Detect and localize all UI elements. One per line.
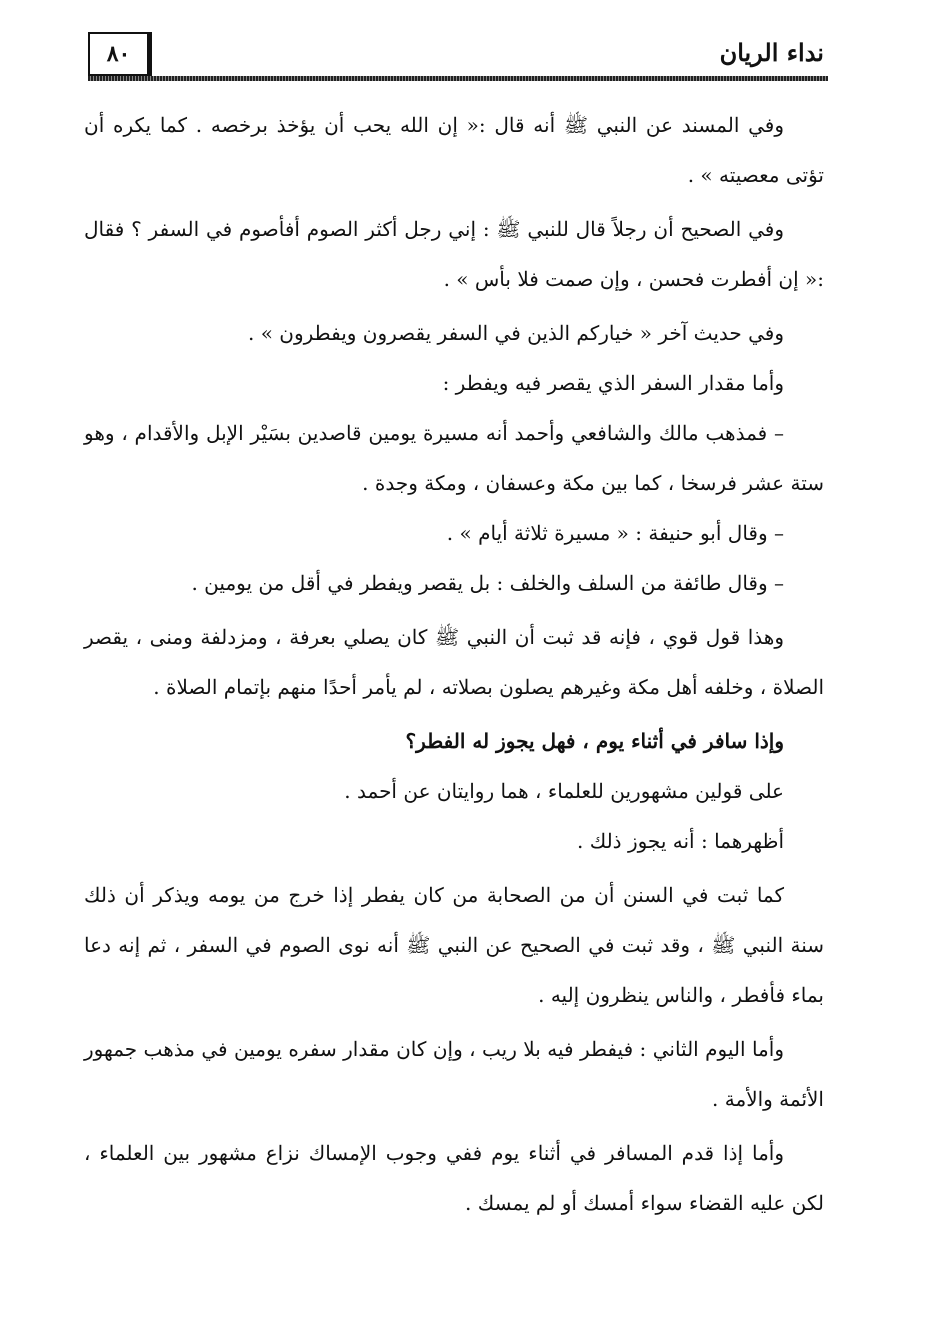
- page-body: [84, 100, 824, 1228]
- paragraph-second-day: وأما اليوم الثاني : فيفطر فيه بلا ريب ، وإن كان مقدار سفره يومين في مذهب جمهور الأئمة والأمة .: [84, 1037, 824, 1111]
- paragraph-strong-opinion: وهذا قول قوي ، فإنه قد ثبت أن النبي ﷺ كان يصلي بعرفة ، ومزدلفة ومنى ، يقصر الصلاة ، وخلفه أهل مكة وغيرهم يصلون بصلاته ، لم يأمر أحدًا منهم بإتمام الصلاة .: [84, 625, 824, 699]
- paragraph-sunan-evidence: كما ثبت في السنن أن من الصحابة من كان يفطر إذا خرج من يومه ويذكر أن ذلك سنة النبي ﷺ ، وقد ثبت في الصحيح عن النبي ﷺ أنه نوى الصوم في السفر ، ثم إنه دعا بماء فأفطر ، والناس ينظرون إليه .: [84, 883, 824, 1007]
- paragraph-fasting-question: وفي الصحيح أن رجلاً قال للنبي ﷺ : إني رجل أكثر الصوم أفأصوم في السفر ؟ فقال :« إن أفطرت فحسن ، وإن صمت فلا بأس » .: [84, 217, 824, 291]
- header-rule: [88, 76, 828, 81]
- paragraph-salaf-view: – وقال طائفة من السلف والخلف : بل يقصر ويفطر في أقل من يومين .: [191, 571, 784, 595]
- paragraph-travel-question: وإذا سافر في أثناء يوم ، فهل يجوز له الفطر؟: [405, 729, 784, 753]
- paragraph-hanafi-view: – وقال أبو حنيفة : « مسيرة ثلاثة أيام » .: [446, 521, 784, 545]
- paragraph-musnad-hadith: وفي المسند عن النبي ﷺ أنه قال :« إن الله يحب أن يؤخذ برخصه . كما يكره أن تؤتى معصيته » .: [84, 113, 824, 187]
- page-number: ٨٠: [88, 32, 152, 76]
- paragraph-arrival: وأما إذا قدم المسافر في أثناء يوم ففي وجوب الإمساك نزاع مشهور بين العلماء ، لكن عليه القضاء سواء أمسك أو لم يمسك .: [84, 1141, 824, 1215]
- paragraph-distance-heading: وأما مقدار السفر الذي يقصر فيه ويفطر :: [442, 371, 784, 395]
- paragraph-two-opinions: على قولين مشهورين للعلماء ، هما روايتان عن أحمد .: [344, 779, 784, 803]
- paragraph-maliki-view: – فمذهب مالك والشافعي وأحمد أنه مسيرة يومين قاصدين بسَيْر الإبل والأقدام ، وهو ستة عشر فرسخا ، كما بين مكة وعسفان ، ومكة وجدة .: [84, 421, 824, 495]
- page-header: [88, 32, 828, 84]
- paragraph-stronger-opinion: أظهرهما : أنه يجوز ذلك .: [577, 829, 784, 853]
- running-title: نداء الريان: [719, 38, 824, 67]
- paragraph-another-hadith: وفي حديث آخر « خياركم الذين في السفر يقصرون ويفطرون » .: [247, 321, 784, 345]
